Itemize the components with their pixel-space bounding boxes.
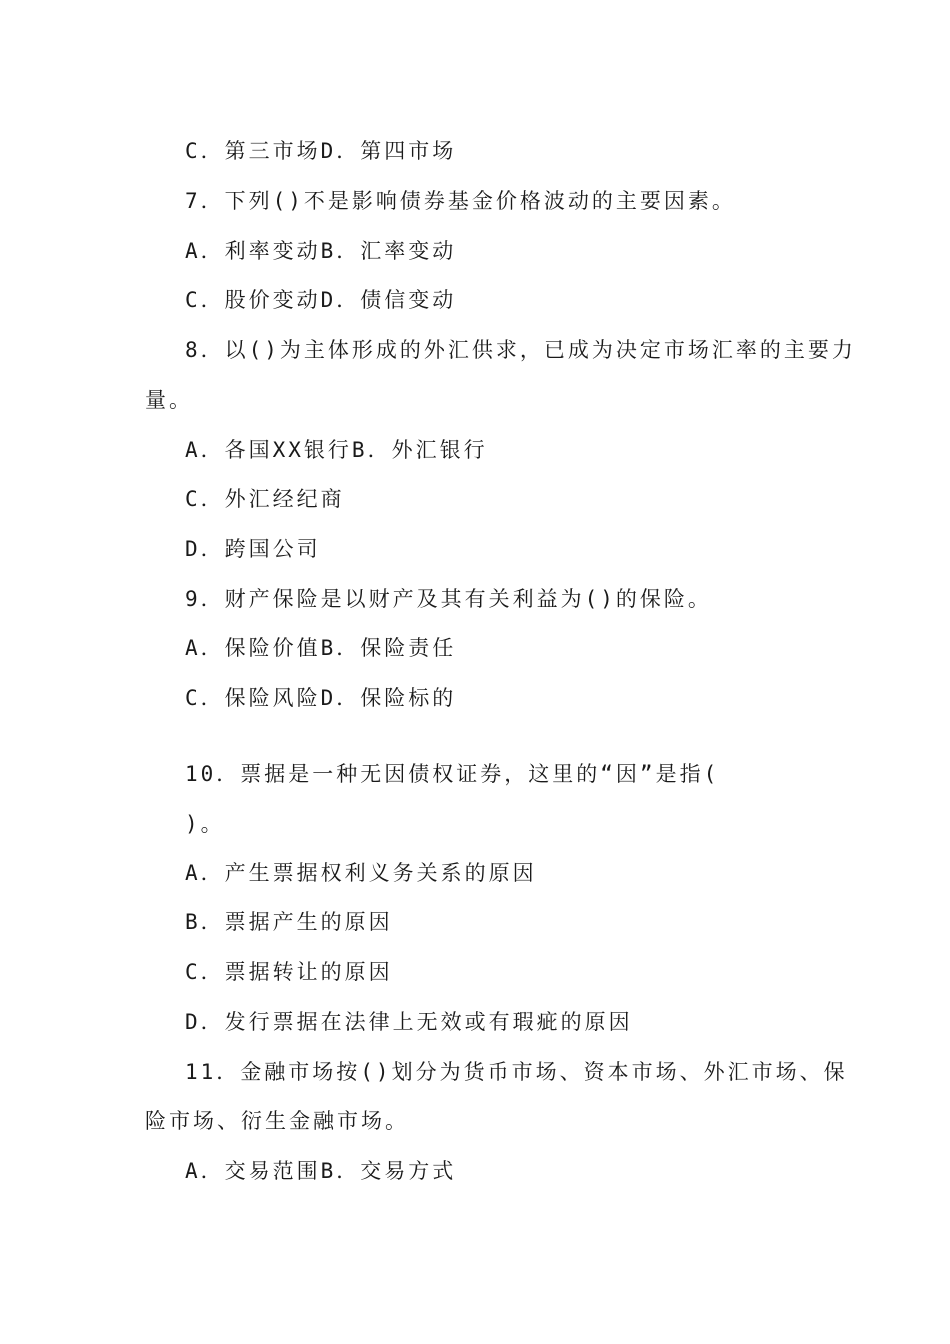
option-line: A．交易范围B．交易方式: [185, 1159, 457, 1183]
question-7: 7．下列()不是影响债券基金价格波动的主要因素。: [185, 189, 736, 213]
option-line: C．保险风险D．保险标的: [185, 686, 457, 710]
option-line: D．发行票据在法律上无效或有瑕疵的原因: [185, 1010, 633, 1034]
option-line: D．跨国公司: [185, 537, 321, 561]
option-line: A．各国XX银行B．外汇银行: [185, 438, 488, 462]
option-line: A．产生票据权利义务关系的原因: [185, 861, 537, 885]
question-8: 8．以()为主体形成的外汇供求，已成为决定市场汇率的主要力: [185, 338, 856, 362]
option-line: B．票据产生的原因: [185, 910, 393, 934]
option-line: A．利率变动B．汇率变动: [185, 239, 457, 263]
option-line: C．第三市场D．第四市场: [185, 139, 457, 163]
option-line: A．保险价值B．保险责任: [185, 636, 457, 660]
option-line: C．外汇经纪商: [185, 487, 345, 511]
question-10-continuation: )。: [185, 812, 225, 836]
option-line: C．股价变动D．债信变动: [185, 288, 457, 312]
option-line: C．票据转让的原因: [185, 960, 393, 984]
question-10: 10．票据是一种无因债权证券，这里的“因”是指(: [185, 762, 720, 786]
question-11-continuation: 险市场、衍生金融市场。: [145, 1109, 409, 1133]
question-8-continuation: 量。: [145, 388, 193, 412]
question-11: 11．金融市场按()划分为货币市场、资本市场、外汇市场、保: [185, 1060, 848, 1084]
question-9: 9．财产保险是以财产及其有关利益为()的保险。: [185, 587, 712, 611]
